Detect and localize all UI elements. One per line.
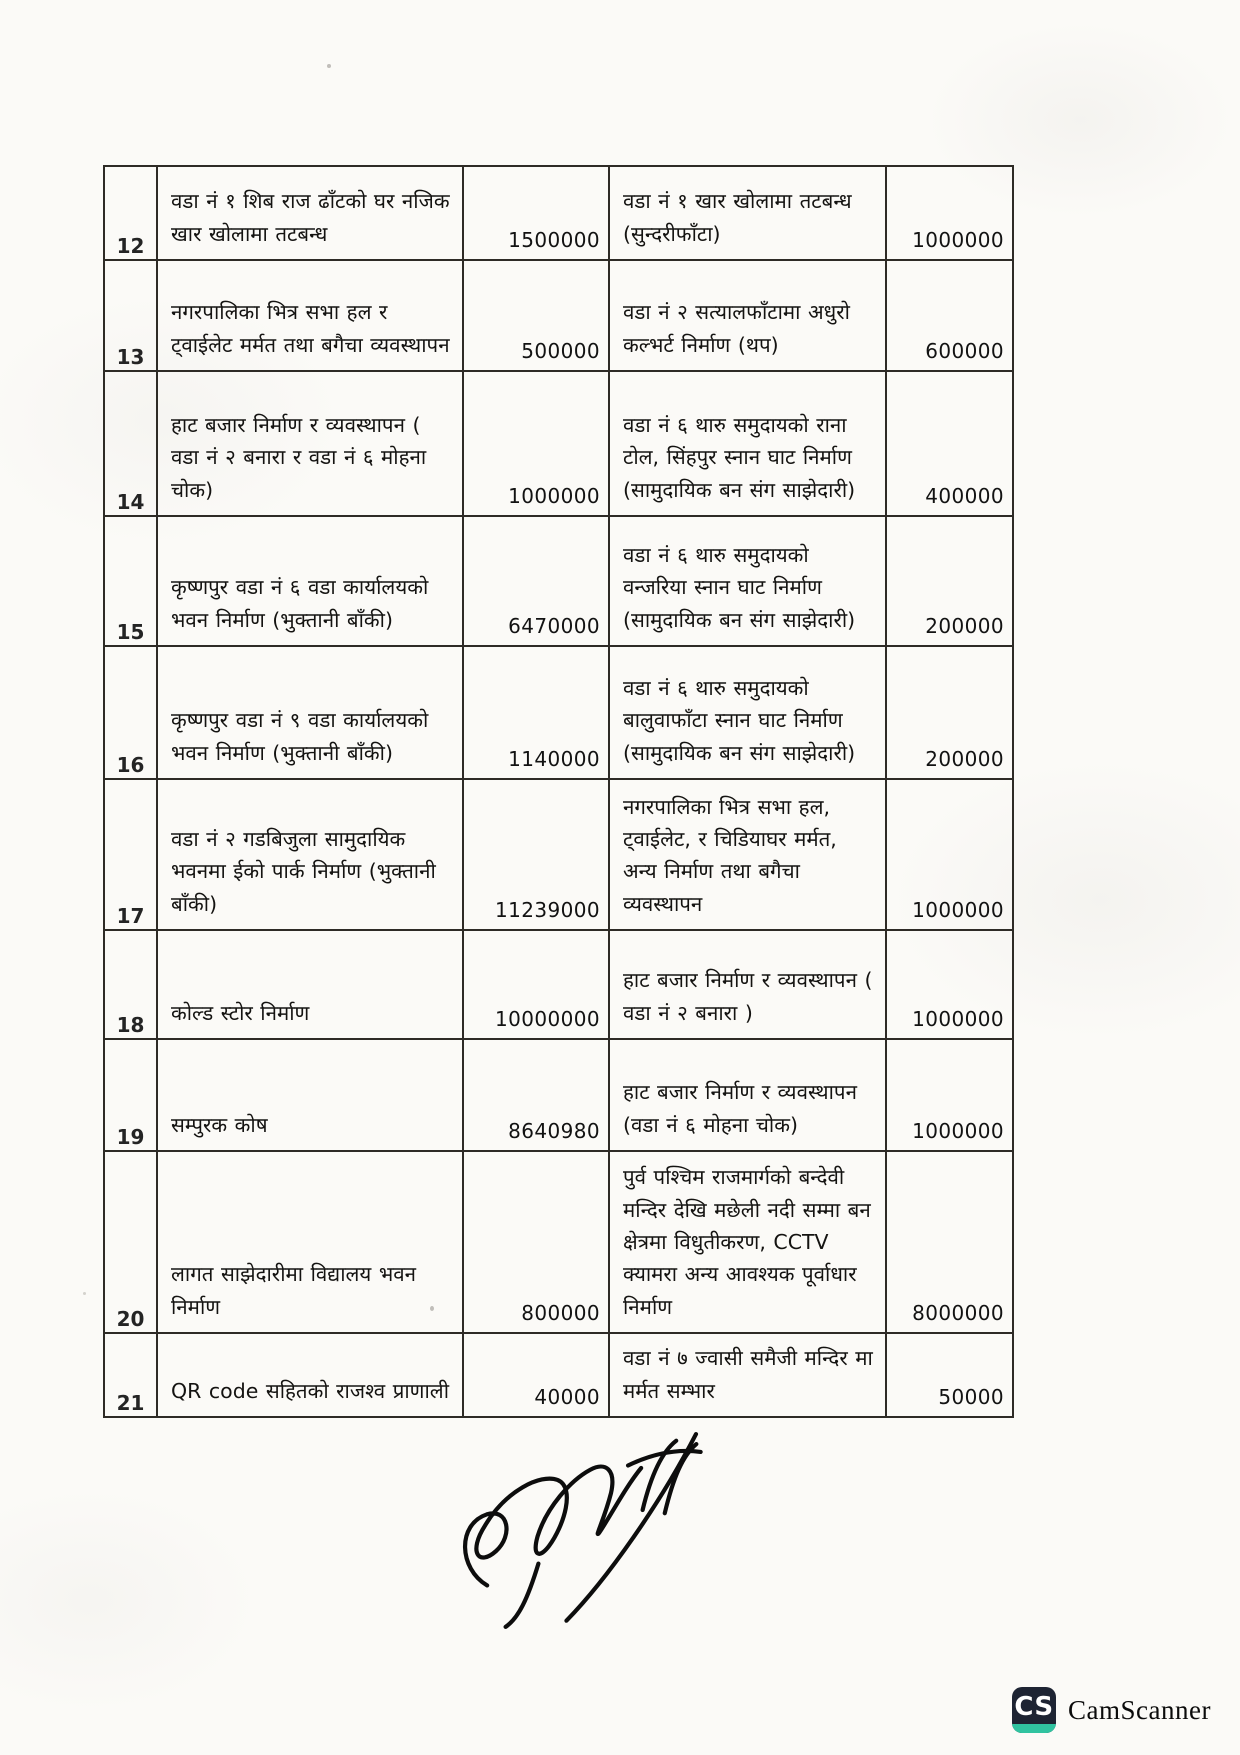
row-number-cell: 16 xyxy=(104,646,157,779)
project-a-cell: कृष्णपुर वडा नं ९ वडा कार्यालयको भवन निर्माण (भुक्तानी बाँकी) xyxy=(157,646,463,779)
amount-a-cell: 40000 xyxy=(463,1333,609,1417)
amount-a-cell: 500000 xyxy=(463,260,609,371)
amount-b-cell: 200000 xyxy=(886,516,1013,646)
row-number-cell: 17 xyxy=(104,779,157,930)
cs-logo-text: CS xyxy=(1014,1691,1054,1722)
project-a-cell: नगरपालिका भित्र सभा हल र ट्वाईलेट मर्मत तथा बगैचा व्यवस्थापन xyxy=(157,260,463,371)
budget-table xyxy=(103,165,1014,1418)
amount-b-cell: 1000000 xyxy=(886,1039,1013,1151)
table-row xyxy=(104,166,1013,260)
row-number-cell: 13 xyxy=(104,260,157,371)
scan-speck xyxy=(83,1292,86,1295)
project-a-cell: वडा नं १ शिब राज ढाँटको घर नजिक खार खोलामा तटबन्ध xyxy=(157,166,463,260)
table-row xyxy=(104,779,1013,930)
amount-a-cell: 8640980 xyxy=(463,1039,609,1151)
row-number-cell: 14 xyxy=(104,371,157,516)
project-b-cell: वडा नं २ सत्यालफाँटामा अधुरो कल्भर्ट निर्माण (थप) xyxy=(609,260,886,371)
table-row xyxy=(104,371,1013,516)
project-a-cell: हाट बजार निर्माण र व्यवस्थापन ( वडा नं २ बनारा र वडा नं ६ मोहना चोक) xyxy=(157,371,463,516)
camscanner-brand-text: CamScanner xyxy=(1068,1694,1211,1725)
amount-b-cell: 200000 xyxy=(886,646,1013,779)
table-row xyxy=(104,1333,1013,1417)
project-b-cell: वडा नं ६ थारु समुदायको बालुवाफाँटा स्नान घाट निर्माण (सामुदायिक बन संग साझेदारी) xyxy=(609,646,886,779)
project-b-cell: नगरपालिका भित्र सभा हल, ट्वाईलेट, र चिडियाघर मर्मत, अन्य निर्माण तथा बगैचा व्यवस्थापन xyxy=(609,779,886,930)
amount-b-cell: 50000 xyxy=(886,1333,1013,1417)
row-number-cell: 20 xyxy=(104,1151,157,1333)
amount-b-cell: 1000000 xyxy=(886,930,1013,1039)
amount-a-cell: 6470000 xyxy=(463,516,609,646)
project-b-cell: पुर्व पश्चिम राजमार्गको बन्देवी मन्दिर देखि मछेली नदी सम्मा बन क्षेत्रमा विधुतीकरण, CCTV क्यामरा अन्य आवश्यक पूर्वाधार निर्माण xyxy=(609,1151,886,1333)
project-b-cell: वडा नं १ खार खोलामा तटबन्ध (सुन्दरीफाँटा) xyxy=(609,166,886,260)
row-number-cell: 21 xyxy=(104,1333,157,1417)
amount-b-cell: 600000 xyxy=(886,260,1013,371)
amount-a-cell: 11239000 xyxy=(463,779,609,930)
cs-logo-accent-strip xyxy=(1012,1724,1056,1733)
row-number-cell: 15 xyxy=(104,516,157,646)
amount-a-cell: 800000 xyxy=(463,1151,609,1333)
row-number-cell: 19 xyxy=(104,1039,157,1151)
project-b-cell: वडा नं ६ थारु समुदायको वन्जरिया स्नान घाट निर्माण (सामुदायिक बन संग साझेदारी) xyxy=(609,516,886,646)
amount-b-cell: 400000 xyxy=(886,371,1013,516)
camscanner-logo-icon xyxy=(1012,1687,1056,1733)
table-row xyxy=(104,260,1013,371)
project-a-cell: सम्पुरक कोष xyxy=(157,1039,463,1151)
row-number-cell: 18 xyxy=(104,930,157,1039)
handwritten-signature xyxy=(441,1407,729,1637)
table-row xyxy=(104,1151,1013,1333)
project-b-cell: वडा नं ७ ज्वासी समैजी मन्दिर मा मर्मत सम्भार xyxy=(609,1333,886,1417)
row-number-cell: 12 xyxy=(104,166,157,260)
table-row xyxy=(104,516,1013,646)
amount-b-cell: 1000000 xyxy=(886,779,1013,930)
table-row xyxy=(104,930,1013,1039)
project-a-cell: कृष्णपुर वडा नं ६ वडा कार्यालयको भवन निर्माण (भुक्तानी बाँकी) xyxy=(157,516,463,646)
amount-a-cell: 10000000 xyxy=(463,930,609,1039)
project-a-cell: वडा नं २ गडबिजुला सामुदायिक भवनमा ईको पार्क निर्माण (भुक्तानी बाँकी) xyxy=(157,779,463,930)
table-row xyxy=(104,1039,1013,1151)
camscanner-footer xyxy=(1012,1686,1211,1734)
project-a-cell: कोल्ड स्टोर निर्माण xyxy=(157,930,463,1039)
project-b-cell: हाट बजार निर्माण र व्यवस्थापन ( वडा नं २ बनारा ) xyxy=(609,930,886,1039)
amount-a-cell: 1500000 xyxy=(463,166,609,260)
scan-speck xyxy=(327,64,331,68)
project-b-cell: हाट बजार निर्माण र व्यवस्थापन (वडा नं ६ मोहना चोक) xyxy=(609,1039,886,1151)
amount-a-cell: 1000000 xyxy=(463,371,609,516)
amount-b-cell: 1000000 xyxy=(886,166,1013,260)
project-a-cell: QR code सहितको राजश्व प्राणाली xyxy=(157,1333,463,1417)
amount-b-cell: 8000000 xyxy=(886,1151,1013,1333)
amount-a-cell: 1140000 xyxy=(463,646,609,779)
table-row xyxy=(104,646,1013,779)
project-b-cell: वडा नं ६ थारु समुदायको राना टोल, सिंहपुर स्नान घाट निर्माण (सामुदायिक बन संग साझेदारी) xyxy=(609,371,886,516)
project-a-cell: लागत साझेदारीमा विद्यालय भवन निर्माण xyxy=(157,1151,463,1333)
